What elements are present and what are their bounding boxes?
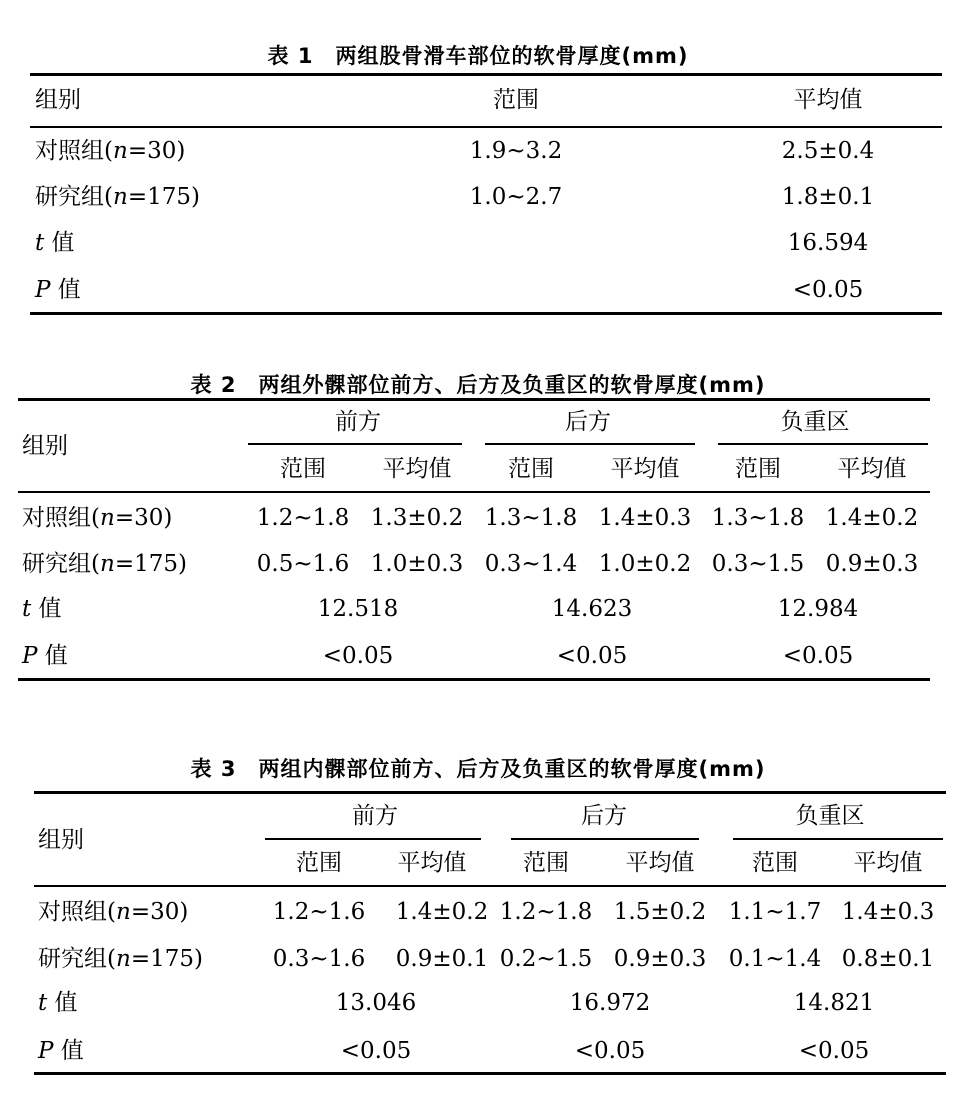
table1-caption: 表 1 两组股骨滑车部位的软骨厚度(mm) bbox=[267, 44, 689, 68]
table3-p-value-front: <0.05 bbox=[340, 1038, 412, 1064]
table3-t-value-front: 13.046 bbox=[335, 990, 417, 1016]
table1-row-study-range: 1.0~2.7 bbox=[469, 184, 563, 210]
table1-bottom-rule bbox=[30, 312, 942, 315]
table1-p-value: <0.05 bbox=[792, 277, 864, 303]
table3-bottom-rule bbox=[34, 1072, 946, 1075]
table2-row-study-cell: 0.3~1.4 bbox=[484, 551, 578, 577]
table2-t-label: t 值 bbox=[22, 596, 62, 622]
table2-row-control-group: 对照组(n=30) bbox=[22, 505, 173, 531]
table3-region-back: 后方 bbox=[581, 803, 627, 829]
table2-header-group: 组别 bbox=[22, 433, 68, 459]
table3-row-study-cell: 0.2~1.5 bbox=[499, 946, 593, 972]
table3-header-group: 组别 bbox=[38, 827, 84, 853]
table2-header-rule bbox=[18, 491, 930, 493]
table2-caption: 表 2 两组外髁部位前方、后方及负重区的软骨厚度(mm) bbox=[190, 373, 766, 397]
table3-region-rule-front bbox=[265, 838, 481, 840]
table2-bottom-rule bbox=[18, 678, 930, 681]
table3-p-label: P 值 bbox=[38, 1038, 84, 1064]
table3-row-control-cell: 1.1~1.7 bbox=[728, 899, 822, 925]
table2-region-rule-back bbox=[485, 443, 695, 445]
table2-row-study-cell: 1.0±0.2 bbox=[598, 551, 692, 577]
table3-row-study-cell: 0.9±0.3 bbox=[613, 946, 707, 972]
table2-row-control-cell: 1.4±0.2 bbox=[825, 505, 919, 531]
table1-row-control-group: 对照组(n=30) bbox=[35, 138, 186, 164]
table2-row-study-cell: 0.9±0.3 bbox=[825, 551, 919, 577]
table1-row-study-mean: 1.8±0.1 bbox=[781, 184, 875, 210]
table2-sub-mean-back: 平均值 bbox=[610, 456, 680, 482]
table2-region-weight: 负重区 bbox=[780, 409, 850, 435]
table3-region-weight: 负重区 bbox=[795, 803, 865, 829]
table1-header-group: 组别 bbox=[35, 87, 81, 113]
table2-sub-range-front: 范围 bbox=[280, 456, 326, 482]
table3-row-control-group: 对照组(n=30) bbox=[38, 899, 189, 925]
table3-p-value-weight: <0.05 bbox=[798, 1038, 870, 1064]
table3-region-rule-weight bbox=[733, 838, 943, 840]
table2-p-value-back: <0.05 bbox=[556, 643, 628, 669]
table2-row-control-cell: 1.3~1.8 bbox=[711, 505, 805, 531]
table1-header-mean: 平均值 bbox=[793, 87, 863, 113]
table2-row-study-cell: 0.3~1.5 bbox=[711, 551, 805, 577]
table3-caption: 表 3 两组内髁部位前方、后方及负重区的软骨厚度(mm) bbox=[190, 757, 766, 781]
table2-p-label: P 值 bbox=[22, 643, 68, 669]
table1-row-study-group: 研究组(n=175) bbox=[35, 184, 200, 210]
table3-t-value-weight: 14.821 bbox=[793, 990, 875, 1016]
table2-t-value-back: 14.623 bbox=[551, 596, 633, 622]
table2-region-rule-front bbox=[248, 443, 462, 445]
table3-row-control-cell: 1.4±0.2 bbox=[395, 899, 489, 925]
table2-p-value-front: <0.05 bbox=[322, 643, 394, 669]
table3-row-control-cell: 1.5±0.2 bbox=[613, 899, 707, 925]
table2-row-study-cell: 1.0±0.3 bbox=[370, 551, 464, 577]
table3-header-rule bbox=[34, 885, 946, 887]
table3-sub-mean-back: 平均值 bbox=[625, 850, 695, 876]
table2-top-rule bbox=[18, 398, 930, 401]
table3-row-study-group: 研究组(n=175) bbox=[38, 946, 203, 972]
table3-t-label: t 值 bbox=[38, 990, 78, 1016]
table3-row-control-cell: 1.2~1.6 bbox=[272, 899, 366, 925]
table1-top-rule bbox=[30, 73, 942, 76]
table2-t-value-front: 12.518 bbox=[317, 596, 399, 622]
table1-header-rule bbox=[30, 126, 942, 128]
table2-row-study-cell: 0.5~1.6 bbox=[256, 551, 350, 577]
table3-row-study-cell: 0.1~1.4 bbox=[728, 946, 822, 972]
table2-region-rule-weight bbox=[718, 443, 928, 445]
table3-sub-mean-weight: 平均值 bbox=[853, 850, 923, 876]
table3-sub-range-weight: 范围 bbox=[752, 850, 798, 876]
table3-row-study-cell: 0.8±0.1 bbox=[841, 946, 935, 972]
table2-sub-mean-weight: 平均值 bbox=[837, 456, 907, 482]
table2-row-control-cell: 1.3±0.2 bbox=[370, 505, 464, 531]
table1-p-label: P 值 bbox=[35, 277, 81, 303]
table2-row-study-group: 研究组(n=175) bbox=[22, 551, 187, 577]
table2-row-control-cell: 1.2~1.8 bbox=[256, 505, 350, 531]
table3-row-control-cell: 1.4±0.3 bbox=[841, 899, 935, 925]
table1-t-value: 16.594 bbox=[787, 230, 869, 256]
table2-region-back: 后方 bbox=[565, 409, 611, 435]
table3-sub-range-front: 范围 bbox=[296, 850, 342, 876]
table3-sub-mean-front: 平均值 bbox=[397, 850, 467, 876]
table2-sub-mean-front: 平均值 bbox=[382, 456, 452, 482]
table2-t-value-weight: 12.984 bbox=[777, 596, 859, 622]
table2-row-control-cell: 1.3~1.8 bbox=[484, 505, 578, 531]
table1-row-control-range: 1.9~3.2 bbox=[469, 138, 563, 164]
table3-p-value-back: <0.05 bbox=[574, 1038, 646, 1064]
table3-sub-range-back: 范围 bbox=[523, 850, 569, 876]
table3-row-control-cell: 1.2~1.8 bbox=[499, 899, 593, 925]
table3-region-rule-back bbox=[511, 838, 699, 840]
table3-row-study-cell: 0.3~1.6 bbox=[272, 946, 366, 972]
table2-sub-range-weight: 范围 bbox=[735, 456, 781, 482]
table2-row-control-cell: 1.4±0.3 bbox=[598, 505, 692, 531]
table2-p-value-weight: <0.05 bbox=[782, 643, 854, 669]
table3-top-rule bbox=[34, 791, 946, 794]
table2-region-front: 前方 bbox=[335, 409, 381, 435]
table1-header-range: 范围 bbox=[493, 87, 539, 113]
table3-region-front: 前方 bbox=[352, 803, 398, 829]
table1-row-control-mean: 2.5±0.4 bbox=[781, 138, 875, 164]
table3-t-value-back: 16.972 bbox=[569, 990, 651, 1016]
table2-sub-range-back: 范围 bbox=[508, 456, 554, 482]
table3-row-study-cell: 0.9±0.1 bbox=[395, 946, 489, 972]
table1-t-label: t 值 bbox=[35, 230, 75, 256]
